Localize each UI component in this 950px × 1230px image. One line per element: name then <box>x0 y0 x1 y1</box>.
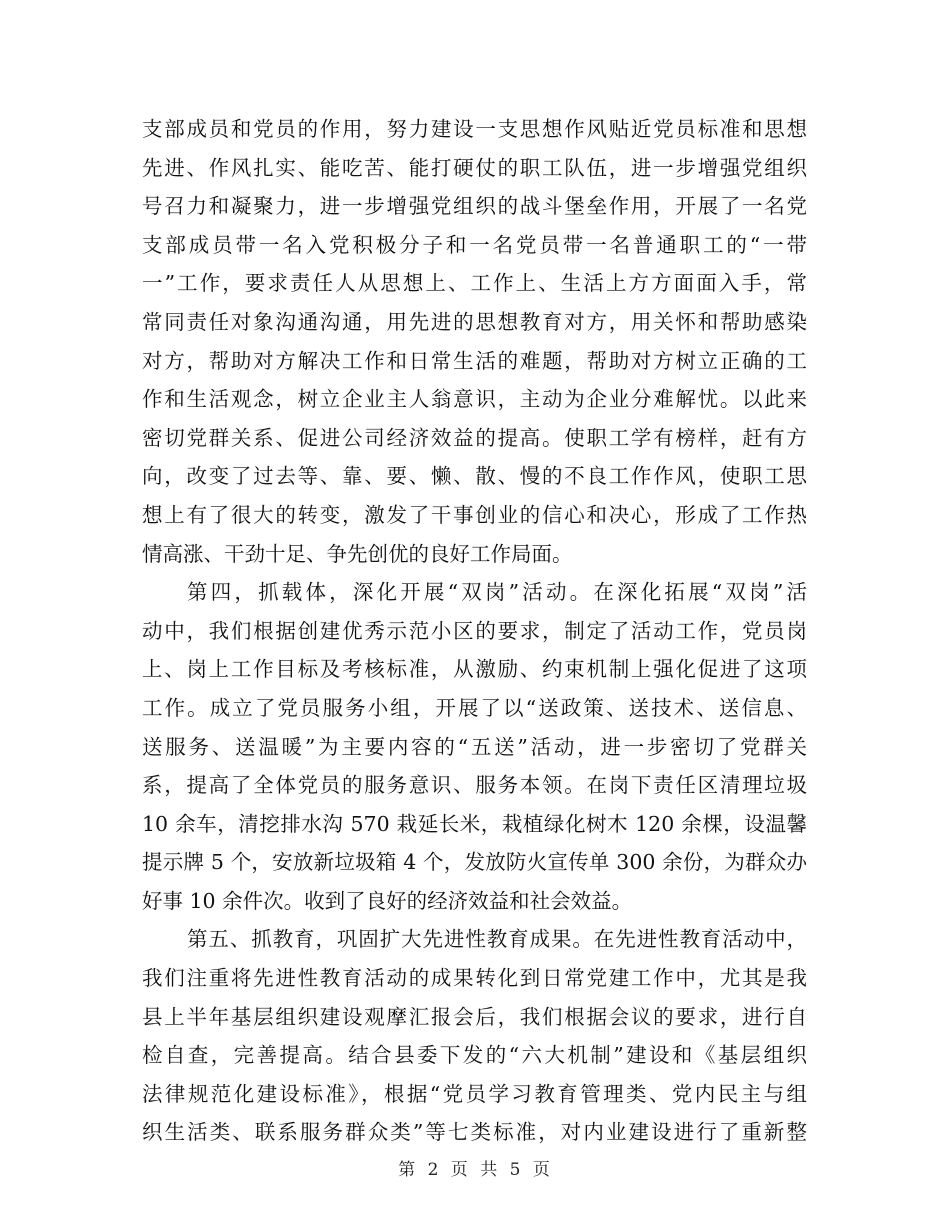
text-line: 情高涨、干劲十足、争先创优的良好工作局面。 <box>142 541 573 566</box>
text-line: 10 余车，清挖排水沟 570 栽延长米，栽植绿化树木 120 余棵，设温馨 <box>142 811 807 836</box>
text-line: 常同责任对象沟通沟通，用先进的思想教育对方，用关怀和帮助感染 <box>142 309 807 334</box>
text-line: 密切党群关系、促进公司经济效益的提高。使职工学有榜样，赶有方 <box>142 425 807 450</box>
text-line: 对方，帮助对方解决工作和日常生活的难题，帮助对方树立正确的工 <box>142 348 807 373</box>
text-line: 县上半年基层组织建设观摩汇报会后，我们根据会议的要求，进行自 <box>142 1004 807 1029</box>
paragraph-3 <box>142 920 807 1152</box>
text-line: 织生活类、联系服务群众类”等七类标准，对内业建设进行了重新整 <box>142 1120 807 1145</box>
text-line: 先进、作风扎实、能吃苦、能打硬仗的职工队伍，进一步增强党组织 <box>142 155 807 180</box>
text-line: 号召力和凝聚力，进一步增强党组织的战斗堡垒作用，开展了一名党 <box>142 194 807 219</box>
text-line: 作和生活观念，树立企业主人翁意识，主动为企业分难解忧。以此来 <box>142 387 807 412</box>
text-line: 向，改变了过去等、靠、要、懒、散、慢的不良工作作风，使职工思 <box>142 464 807 489</box>
text-line: 支部成员带一名入党积极分子和一名党员带一名普通职工的“一带 <box>142 232 807 257</box>
text-line: 第四，抓载体，深化开展“双岗”活动。在深化拓展“双岗”活 <box>187 580 807 605</box>
text-line: 系，提高了全体党员的服务意识、服务本领。在岗下责任区清理垃圾 <box>142 773 807 798</box>
text-line: 提示牌 5 个，安放新垃圾箱 4 个，发放防火宣传单 300 余份，为群众办 <box>142 850 807 875</box>
text-line: 支部成员和党员的作用，努力建设一支思想作风贴近党员标准和思想 <box>142 117 807 141</box>
text-line: 工作。成立了党员服务小组，开展了以“送政策、送技术、送信息、 <box>142 695 807 720</box>
text-line: 第五、抓教育，巩固扩大先进性教育成果。在先进性教育活动中， <box>187 927 807 952</box>
text-line: 一”工作，要求责任人从思想上、工作上、生活上方方面面入手，常 <box>142 271 807 296</box>
paragraph-2 <box>142 573 807 920</box>
body-text <box>142 110 807 1152</box>
text-line: 检自查，完善提高。结合县委下发的“六大机制”建设和《基层组织 <box>142 1043 807 1068</box>
text-line: 好事 10 余件次。收到了良好的经济效益和社会效益。 <box>142 888 633 913</box>
paragraph-1 <box>142 110 807 573</box>
page-number-label: 第 2 页 共 5 页 <box>398 1160 552 1180</box>
text-line: 我们注重将先进性教育活动的成果转化到日常党建工作中，尤其是我 <box>142 966 807 991</box>
page-footer <box>0 1155 950 1180</box>
text-line: 法律规范化建设标准》，根据“党员学习教育管理类、党内民主与组 <box>142 1081 807 1106</box>
text-line: 想上有了很大的转变，激发了干事创业的信心和决心，形成了工作热 <box>142 502 807 527</box>
text-line: 送服务、送温暖”为主要内容的“五送”活动，进一步密切了党群关 <box>142 734 807 759</box>
text-line: 动中，我们根据创建优秀示范小区的要求，制定了活动工作，党员岗 <box>142 618 807 643</box>
text-line: 上、岗上工作目标及考核标准，从激励、约束机制上强化促进了这项 <box>142 657 807 682</box>
